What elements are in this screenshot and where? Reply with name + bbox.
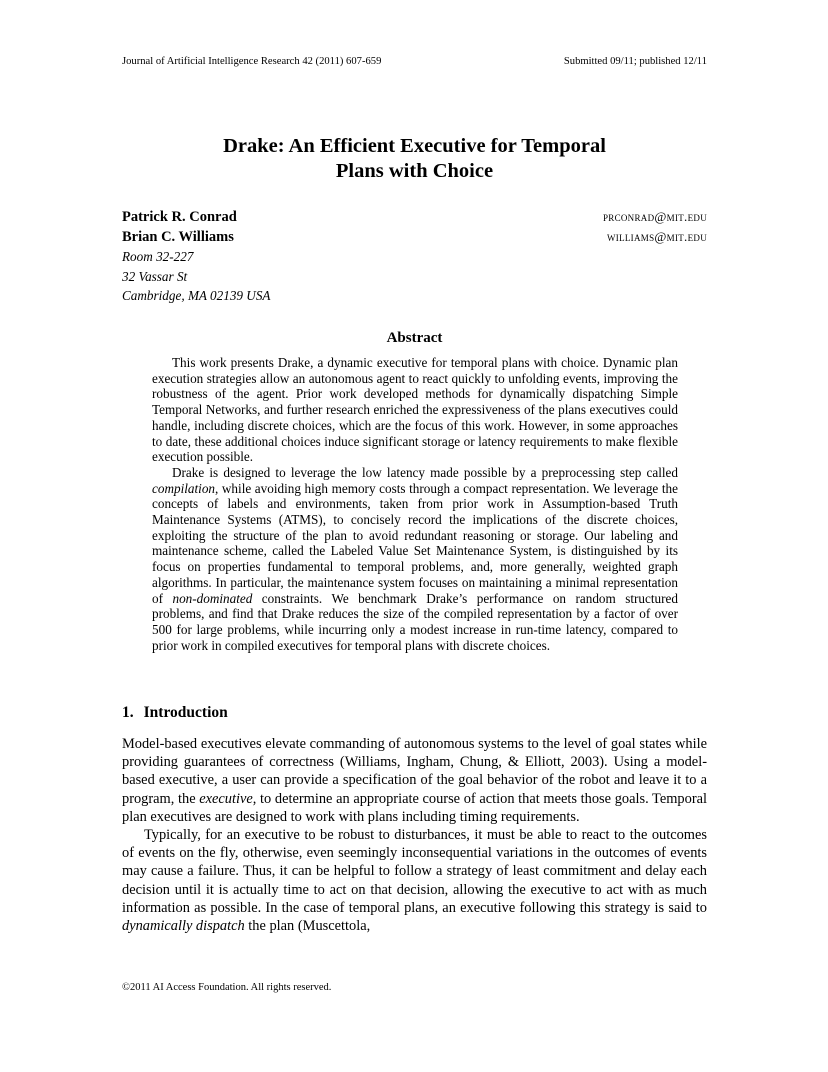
text-run: the plan (Muscettola, xyxy=(244,918,371,935)
author-email[interactable]: prconrad@mit.edu xyxy=(602,209,707,224)
address-line: Cambridge, MA 02139 USA xyxy=(122,288,271,303)
address-line: Room 32-227 xyxy=(122,249,194,264)
section-number: 1. xyxy=(122,704,134,721)
emphasis-executive: executive xyxy=(199,790,253,807)
body-paragraph-1 xyxy=(122,735,707,826)
text-run: Typically, for an executive to be robust to disturbances, it must be able to react to the outcomes of events on the fly, otherwise, even seemingly inconsequential variations in the outcomes of events may cause a failure. Thus, it can be helpful to follow a strategy of least commitment and delay each decision until it is actually time to act on that decision, allowing the executive to act with as much information as possible. In the case of temporal plans, an executive following this strategy is said to xyxy=(122,827,707,916)
author-row xyxy=(122,207,707,227)
paper-page xyxy=(122,0,707,1072)
address-line: 32 Vassar St xyxy=(122,268,188,284)
text-run: Drake is designed to leverage the low latency made possible by a preprocessing step called xyxy=(172,464,678,480)
author-email[interactable]: williams@mit.edu xyxy=(606,229,707,244)
author-block xyxy=(122,207,707,306)
paper-title-line-2: Plans with Choice xyxy=(335,160,494,182)
text-run: constraints. We benchmark Drake’s performance on random structured problems, and find that Drake reduces the size of the compiled representation by a factor of over 500 for large problems, while incurring only a modest increase in run-time latency, compared to prior work in compiled executives for temporal plans with discrete choices. xyxy=(152,590,678,653)
abstract-body xyxy=(152,355,678,653)
copyright-footer: ©2011 AI Access Foundation. All rights reserved. xyxy=(122,982,332,993)
author-name: Brian C. Williams xyxy=(122,229,234,245)
emphasis-non-dominated: non-dominated xyxy=(172,590,253,606)
section-heading-introduction xyxy=(122,704,228,722)
running-header xyxy=(122,56,707,67)
emphasis-dynamically-dispatch: dynamically dispatch xyxy=(122,918,245,935)
paper-title-line-1: Drake: An Efficient Executive for Temporal xyxy=(223,135,606,157)
section-title: Introduction xyxy=(143,704,228,721)
journal-citation: Journal of Artificial Intelligence Research 42 (2011) 607-659 xyxy=(122,56,382,67)
author-name: Patrick R. Conrad xyxy=(122,209,237,225)
body-paragraph-2 xyxy=(122,826,707,935)
abstract-paragraph-1: This work presents Drake, a dynamic executive for temporal plans with choice. Dynamic plan execution strategies allow an autonomous agent to react quickly to unfolding events, improving the robustness of the agent. Prior work developed methods for dynamically dispatching Simple Temporal Networks, and further research enriched the expressiveness of the plans executives could handle, including discrete choices, which are the focus of this work. However, in some approaches to date, these additional choices induce significant storage or latency requirements to make flexible execution possible. xyxy=(152,355,678,465)
submission-dates: Submitted 09/11; published 12/11 xyxy=(563,56,707,67)
abstract-paragraph-2 xyxy=(152,465,678,653)
author-row xyxy=(122,227,707,247)
text-run: , while avoiding high memory costs through a compact representation. We leverage the concepts of labels and environments, taken from prior work in Assumption-based Truth Maintenance Systems (ATMS), to concisely record the implications of the discrete choices, exploiting the structure of the plan to avoid redundant reasoning or storage. Our labeling and maintenance scheme, called the Labeled Value Set Maintenance System, is distinguished by its focus on properties fundamental to temporal problems, and, more generally, weighted graph algorithms. In particular, the maintenance system focuses on maintaining a minimal representation of xyxy=(152,480,678,606)
paper-title xyxy=(122,134,707,184)
emphasis-compilation: compilation xyxy=(152,480,216,496)
text-run: , to determine an appropriate course of action that meets those goals. Temporal plan executives are designed to work with plans including timing requirements. xyxy=(122,790,707,825)
text-run: Model-based executives elevate commanding of autonomous systems to the level of goal states while providing guarantees of correctness (Williams, Ingham, Chung, & Elliott, 2003). Using a model-based executive, a user can provide a specification of the goal behavior of the robot and leave it to a program, the xyxy=(122,736,707,807)
abstract-heading: Abstract xyxy=(386,330,443,346)
introduction-body xyxy=(122,735,707,935)
